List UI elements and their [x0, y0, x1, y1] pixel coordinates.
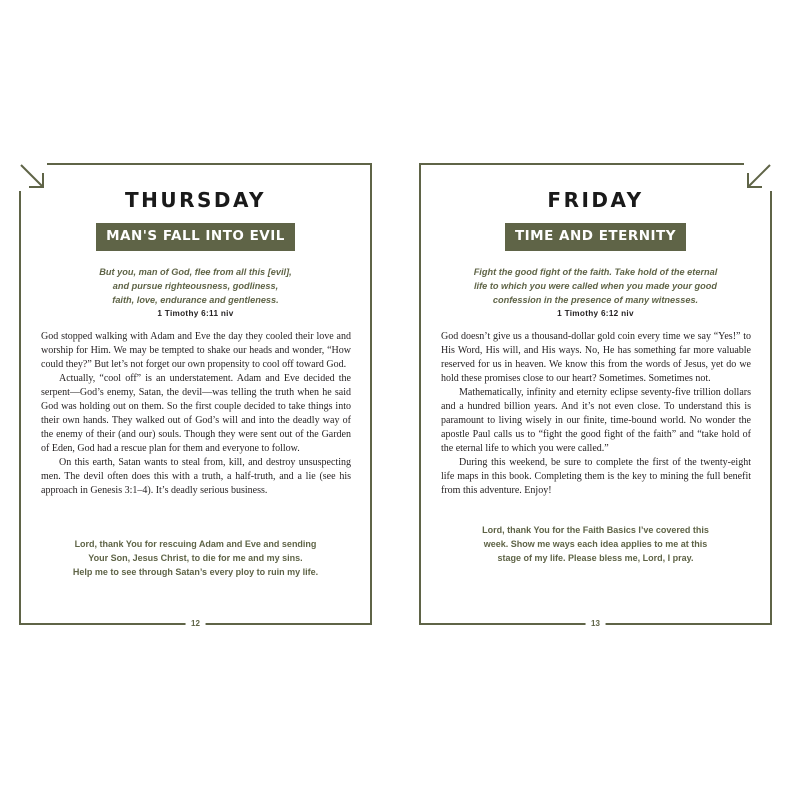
prayer — [451, 523, 740, 565]
paragraph: God doesn’t give us a thousand-dollar gold coin every time we say “Yes!” to His Word, His will, and His ways. No, He has something far more valuable reserved for us in heaven. We know this from the words of Jesus, yet do we hold these promises close to our heart? Sometimes. Sometimes not. — [441, 331, 751, 384]
paragraph: Mathematically, infinity and eternity eclipse seventy-five trillion dollars and a hundred billion years. And it’s not even close. To understand this is paramount to living wisely in our finite, time-bound world. No wonder the apostle Paul calls us to “fight the good fight of the faith” and “take hold of the eternal life to which you were called.” — [441, 387, 751, 454]
paragraph: God stopped walking with Adam and Eve the day they cooled their love and worship for Him. We may be tempted to shake our heads and wonder, “How could they?” But let’s not forget our own propensity to cool off toward God. — [41, 331, 351, 370]
verse-reference: 1 Timothy 6:12 niv — [557, 309, 634, 318]
devotion-title-banner: TIME AND ETERNITY — [505, 223, 686, 251]
paragraph: On this earth, Satan wants to steal from, kill, and destroy unsuspecting men. The devil often does this with a truth, a half-truth, and a lie (see his approach in Genesis 3:1–4). It’s deadly serious business. — [41, 457, 351, 496]
page-number: 12 — [185, 618, 206, 630]
prayer — [51, 537, 340, 579]
paragraph: During this weekend, be sure to complete the first of the twenty-eight life maps in this book. Completing them is the key to mining the full benefit from this adventure. Enjoy! — [441, 457, 751, 496]
prayer-line: Lord, thank You for rescuing Adam and Eve and sending — [74, 539, 317, 549]
scripture-verse — [441, 265, 750, 321]
page-right — [419, 163, 772, 628]
prayer-line: Your Son, Jesus Christ, to die for me and my sins. — [88, 553, 303, 563]
verse-reference: 1 Timothy 6:11 niv — [157, 309, 234, 318]
prayer-line: stage of my life. Please bless me, Lord, I pray. — [497, 553, 694, 563]
prayer-line: Lord, thank You for the Faith Basics I’ve covered this — [482, 525, 709, 535]
verse-line: and pursue righteousness, godliness, — [112, 281, 279, 291]
verse-line: faith, love, endurance and gentleness. — [112, 295, 279, 305]
day-heading: THURSDAY — [124, 188, 267, 212]
verse-line: life to which you were called when you made your good — [474, 281, 717, 291]
arrow-down-right-icon — [18, 162, 46, 190]
verse-line: But you, man of God, flee from all this [evil], — [99, 267, 292, 277]
body-text — [41, 330, 351, 498]
paragraph: Actually, “cool off” is an understatement. Adam and Eve decided the serpent—God’s enemy, Satan, the devil—was telling the truth when he said God was holding out on them. So the first couple decided to take things into their own hands. They walked out of God’s will and into the deadly way of the enemy of their (and our) souls. Though they were sent out of the Garden of Eden, God had a rescue plan for them and everyone to follow. — [41, 373, 351, 454]
page-left — [19, 163, 372, 628]
devotion-title-banner: MAN'S FALL INTO EVIL — [96, 223, 295, 251]
day-heading: FRIDAY — [547, 188, 644, 212]
scripture-verse — [41, 265, 350, 321]
arrow-down-left-icon — [745, 162, 773, 190]
body-text — [441, 330, 751, 498]
page-number: 13 — [585, 618, 606, 630]
verse-line: Fight the good fight of the faith. Take hold of the eternal — [473, 267, 718, 277]
prayer-line: week. Show me ways each idea applies to me at this — [483, 539, 708, 549]
verse-line: confession in the presence of many witnesses. — [492, 295, 699, 305]
prayer-line: Help me to see through Satan’s every ploy to ruin my life. — [72, 567, 319, 577]
